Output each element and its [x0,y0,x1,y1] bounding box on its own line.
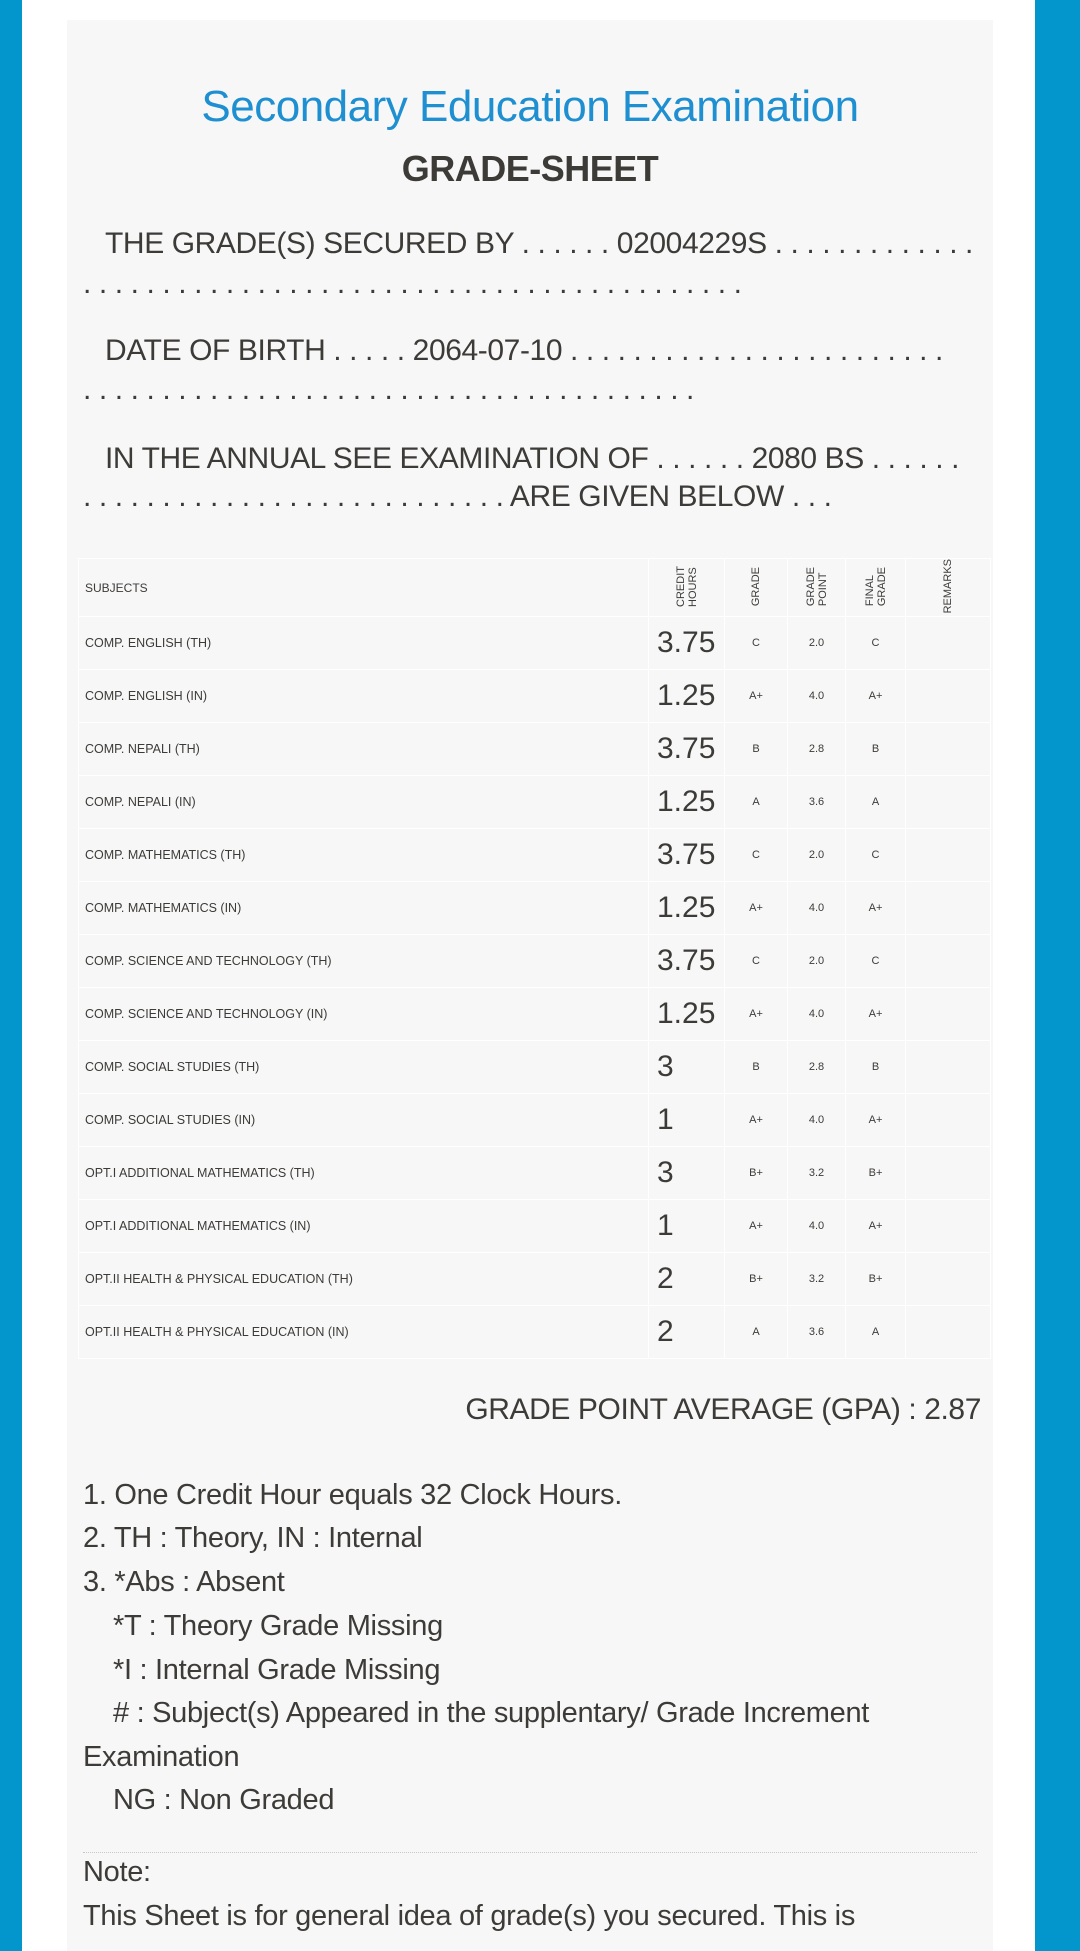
dotted-line: . . . . . . . . . . . . . . . . . . . . . . . . . . . . . . . . . . . . . . . [83,373,694,406]
grades-table [78,558,991,1359]
final-grade-cell: C [846,617,906,670]
subject-cell: COMP. SOCIAL STUDIES (TH) [79,1041,649,1094]
subject-cell: COMP. NEPALI (TH) [79,723,649,776]
note-item: Examination [83,1741,240,1773]
final-grade-cell: A [846,1306,906,1359]
grade-cell: A+ [725,988,788,1041]
remarks-cell [906,1306,991,1359]
grade-cell: A+ [725,670,788,723]
grade-cell: A [725,1306,788,1359]
subject-cell: COMP. SCIENCE AND TECHNOLOGY (IN) [79,988,649,1041]
grade-point-cell: 4.0 [788,882,846,935]
grade-point-cell: 2.8 [788,723,846,776]
credit-hours-cell: 1.25 [649,776,725,829]
table-row [79,723,991,776]
credit-hours-cell: 3.75 [649,617,725,670]
grade-cell: C [725,617,788,670]
final-grade-cell: A+ [846,670,906,723]
final-grade-cell: A+ [846,882,906,935]
grade-cell: B+ [725,1147,788,1200]
final-grade-cell: C [846,829,906,882]
table-row [79,935,991,988]
grade-sheet-heading: GRADE-SHEET [401,148,659,189]
table-row [79,1094,991,1147]
credit-hours-cell: 1 [649,1200,725,1253]
grade-point-cell: 2.0 [788,935,846,988]
credit-hours-cell: 1 [649,1094,725,1147]
grade-point-cell: 2.8 [788,1041,846,1094]
note-item: # : Subject(s) Appeared in the supplentary/ Grade Increment [113,1697,870,1729]
remarks-cell [906,1253,991,1306]
remarks-cell [906,988,991,1041]
grade-cell: A+ [725,1094,788,1147]
header-final-grade: FINAL GRADE [846,559,906,617]
credit-hours-cell: 3.75 [649,723,725,776]
note-text: This Sheet is for general idea of grade(s) you secured. This is [83,1900,856,1932]
header-subjects: SUBJECTS [79,559,649,617]
table-row [79,1306,991,1359]
subject-cell: COMP. SOCIAL STUDIES (IN) [79,1094,649,1147]
remarks-cell [906,1094,991,1147]
credit-hours-cell: 3.75 [649,935,725,988]
remarks-cell [906,935,991,988]
table-row [79,829,991,882]
final-grade-cell: B+ [846,1147,906,1200]
final-grade-cell: A+ [846,988,906,1041]
final-grade-cell: A+ [846,1200,906,1253]
grade-point-cell: 4.0 [788,670,846,723]
given-below-line: . . . . . . . . . . . . . . . . . . . . . . . . . . . ARE GIVEN BELOW . . . [83,480,832,513]
subject-cell: COMP. MATHEMATICS (TH) [79,829,649,882]
credit-hours-cell: 2 [649,1253,725,1306]
credit-hours-cell: 3 [649,1041,725,1094]
final-grade-cell: B+ [846,1253,906,1306]
right-border [1035,0,1080,1951]
subject-cell: OPT.II HEALTH & PHYSICAL EDUCATION (TH) [79,1253,649,1306]
grade-cell: A+ [725,882,788,935]
credit-hours-cell: 3.75 [649,829,725,882]
grade-cell: B+ [725,1253,788,1306]
note-item: NG : Non Graded [113,1784,335,1816]
grade-point-cell: 2.0 [788,829,846,882]
secured-by-line: THE GRADE(S) SECURED BY . . . . . . 02004229S . . . . . . . . . . . . . [105,227,973,260]
grade-point-cell: 4.0 [788,988,846,1041]
subject-cell: COMP. ENGLISH (IN) [79,670,649,723]
remarks-cell [906,882,991,935]
exam-title: Secondary Education Examination [201,82,859,131]
subject-cell: OPT.I ADDITIONAL MATHEMATICS (IN) [79,1200,649,1253]
grade-cell: B [725,723,788,776]
remarks-cell [906,723,991,776]
credit-hours-cell: 1.25 [649,670,725,723]
remarks-cell [906,617,991,670]
grade-cell: A+ [725,1200,788,1253]
table-row [79,617,991,670]
subject-cell: COMP. SCIENCE AND TECHNOLOGY (TH) [79,935,649,988]
note-item: 3. *Abs : Absent [83,1566,285,1598]
credit-hours-cell: 1.25 [649,988,725,1041]
header-remarks: REMARKS [906,559,991,617]
grade-cell: B [725,1041,788,1094]
table-row [79,670,991,723]
subject-cell: COMP. MATHEMATICS (IN) [79,882,649,935]
header-grade: GRADE [725,559,788,617]
table-row [79,1147,991,1200]
note-item: 2. TH : Theory, IN : Internal [83,1522,423,1554]
grade-point-cell: 3.2 [788,1253,846,1306]
grade-cell: A [725,776,788,829]
grade-sheet-card [67,20,993,1951]
note-item: 1. One Credit Hour equals 32 Clock Hours. [83,1479,622,1511]
note-item: *T : Theory Grade Missing [113,1610,443,1642]
grade-point-cell: 4.0 [788,1094,846,1147]
final-grade-cell: B [846,1041,906,1094]
table-row [79,1200,991,1253]
grade-cell: C [725,935,788,988]
grade-cell: C [725,829,788,882]
dotted-line: . . . . . . . . . . . . . . . . . . . . . . . . . . . . . . . . . . . . . . . . . . [83,267,742,300]
table-row [79,1041,991,1094]
subject-cell: OPT.I ADDITIONAL MATHEMATICS (TH) [79,1147,649,1200]
remarks-cell [906,776,991,829]
credit-hours-cell: 2 [649,1306,725,1359]
note-heading: Note: [83,1856,151,1888]
subject-cell: OPT.II HEALTH & PHYSICAL EDUCATION (IN) [79,1306,649,1359]
gpa-value: GRADE POINT AVERAGE (GPA) : 2.87 [465,1393,981,1426]
credit-hours-cell: 3 [649,1147,725,1200]
remarks-cell [906,1041,991,1094]
header-credit-hours: CREDIT HOURS [649,559,725,617]
table-row [79,988,991,1041]
credit-hours-cell: 1.25 [649,882,725,935]
grade-point-cell: 4.0 [788,1200,846,1253]
table-row [79,776,991,829]
remarks-cell [906,829,991,882]
divider [83,1852,977,1853]
remarks-cell [906,1200,991,1253]
subject-cell: COMP. ENGLISH (TH) [79,617,649,670]
left-border [0,0,22,1951]
final-grade-cell: A+ [846,1094,906,1147]
remarks-cell [906,1147,991,1200]
table-header-row [79,559,991,617]
final-grade-cell: A [846,776,906,829]
remarks-cell [906,670,991,723]
final-grade-cell: B [846,723,906,776]
final-grade-cell: C [846,935,906,988]
grade-point-cell: 3.6 [788,1306,846,1359]
table-row [79,1253,991,1306]
dob-line: DATE OF BIRTH . . . . . 2064-07-10 . . . . . . . . . . . . . . . . . . . . . . . . [105,334,943,367]
exam-year-line: IN THE ANNUAL SEE EXAMINATION OF . . . . . . 2080 BS . . . . . . [105,442,960,475]
note-item: *I : Internal Grade Missing [113,1654,441,1686]
grade-point-cell: 3.2 [788,1147,846,1200]
grade-point-cell: 2.0 [788,617,846,670]
table-row [79,882,991,935]
grade-point-cell: 3.6 [788,776,846,829]
header-grade-point: GRADE POINT [788,559,846,617]
subject-cell: COMP. NEPALI (IN) [79,776,649,829]
